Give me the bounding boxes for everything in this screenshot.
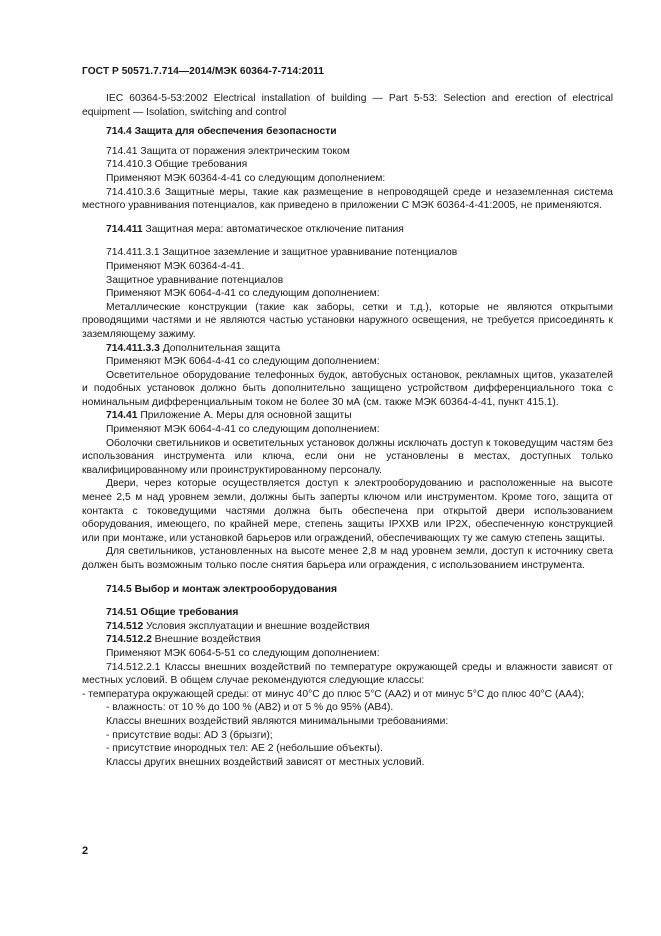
clause-text: Применяют МЭК 6064-5-51 со следующим дополнением: bbox=[106, 647, 380, 659]
annex-a-heading bbox=[82, 409, 613, 423]
clause-text: Применяют МЭК 6064-4-41 со следующим дополнением: bbox=[106, 288, 380, 300]
clause-714-411-heading bbox=[82, 223, 613, 237]
clause-714-411-3-1: 714.411.3.1 Защитное заземление и защитное уравнивание потенциалов bbox=[106, 247, 458, 259]
clause-title: Дополнительная защита bbox=[159, 342, 281, 354]
clause-text: Классы других внешних воздействий зависят от местных условий. bbox=[106, 756, 425, 768]
reference-iec-60364-5-53: IEC 60364-5-53:2002 Electrical installation of building — Part 5-53: Selection and erection of electrical equipment — Isolation, switching and control bbox=[82, 93, 613, 118]
list-item-water: - присутствие воды: AD 3 (брызги); bbox=[106, 729, 273, 741]
clause-text: Для светильников, установленных на высоте менее 2,8 м над уровнем земли, доступ к источнику света должен быть возможным только после снятия барьера или ограждения, с использованием инструмента. bbox=[82, 546, 613, 571]
clause-714-51-heading: 714.51 Общие требования bbox=[106, 607, 239, 619]
clause-number: 714.411 bbox=[106, 223, 143, 235]
clause-title: Приложение А. Меры для основной защиты bbox=[137, 410, 352, 422]
clause-714-512-heading bbox=[82, 620, 613, 634]
running-header: ГОСТ Р 50571.7.714—2014/МЭК 60364-7-714:2011 bbox=[82, 66, 324, 77]
clause-number: 714.512 bbox=[106, 620, 144, 632]
section-714-5-title: 714.5 Выбор и монтаж электрооборудования bbox=[106, 583, 337, 595]
section-714-4-title: 714.4 Защита для обеспечения безопасности bbox=[106, 126, 337, 138]
clause-text: Классы внешних воздействий являются минимальными требованиями: bbox=[106, 715, 449, 727]
clause-text: Защитное уравнивание потенциалов bbox=[106, 274, 284, 286]
list-item-temperature: - температура окружающей среды: от минус 40°С до плюс 5°С (АА2) и от минус 5°С до плюс 40°С (АА4); bbox=[82, 688, 585, 700]
clause-714-411-3-3-heading bbox=[82, 342, 613, 356]
clause-714-512-2-heading bbox=[82, 633, 613, 647]
clause-text: Оболочки светильников и осветительных установок должны исключать доступ к токоведущим частям без использования инструмента или ключа, если они не установлены в местах, доступных только квалифицированному или проинструктированному персоналу. bbox=[82, 437, 613, 476]
clause-text: Металлические конструкции (такие как заборы, сетки и т.д.), которые не являются открытыми проводящими частями и не являются частью установки наружного освещения, не требуется присоединять к заземляющему зажиму. bbox=[82, 301, 613, 340]
clause-text: Применяют МЭК 6064-4-41 со следующим дополнением: bbox=[106, 424, 380, 436]
clause-714-41: 714.41 Защита от поражения электрическим током bbox=[106, 145, 350, 157]
clause-number: 714.512.2 bbox=[106, 634, 152, 646]
clause-title: Защитная мера: автоматическое отключение питания bbox=[142, 223, 404, 235]
clause-text: Применяют МЭК 60364-4-41 со следующим дополнением: bbox=[106, 172, 386, 184]
clause-714-410-3-6: 714.410.3.6 Защитные меры, такие как размещение в непроводящей среде и незаземленная система местного уравнивания потенциалов, как приведено в приложении С МЭК 60364-4-41:2005, не применяются. bbox=[82, 186, 613, 212]
clause-title: Условия эксплуатации и внешние воздействия bbox=[143, 620, 370, 632]
clause-text: Двери, через которые осуществляется доступ к электрооборудованию и расположенные на высоте менее 2,5 м над уровнем земли, должны быть заперты ключом или инструментом. Кроме того, защита от контакта с токоведущими частями должна быть обеспечена при открытой двери использованием оборудования, имеющего, по крайней мере, степень защиты IPXXB или IP2X, обеспеченную конструкцией или при монтаже, или установкой барьеров или ограждений, обеспечивающих ту же самую степень защиты. bbox=[82, 478, 613, 544]
list-item-humidity: - влажность: от 10 % до 100 % (АВ2) и от 5 % до 95% (АВ4). bbox=[106, 702, 394, 714]
clause-text: Осветительное оборудование телефонных будок, автобусных остановок, рекламных щитов, указателей и подобных установок должно быть дополнительно защищено устройством дифференциального тока с номинальным дифференциальным током не более 30 мА (см. также МЭК 60364-4-41, пункт 415.1). bbox=[82, 369, 613, 408]
clause-text: Применяют МЭК 6064-4-41 со следующим дополнением: bbox=[106, 356, 380, 368]
page-number: 2 bbox=[82, 845, 89, 857]
document-body bbox=[82, 92, 613, 769]
clause-title: Внешние воздействия bbox=[151, 634, 261, 646]
clause-714-410-3: 714.410.3 Общие требования bbox=[106, 159, 248, 171]
clause-number: 714.411.3.3 bbox=[106, 342, 160, 354]
clause-text: Применяют МЭК 60364-4-41. bbox=[106, 260, 245, 272]
list-item-foreign-bodies: - присутствие инородных тел: АЕ 2 (небольшие объекты). bbox=[106, 743, 383, 755]
clause-714-512-2-1: 714.512.2.1 Классы внешних воздействий по температуре окружающей среды и влажности зависят от местных условий. В общем случае рекомендуются следующие классы: bbox=[82, 661, 613, 687]
clause-number: 714.41 bbox=[106, 410, 138, 422]
